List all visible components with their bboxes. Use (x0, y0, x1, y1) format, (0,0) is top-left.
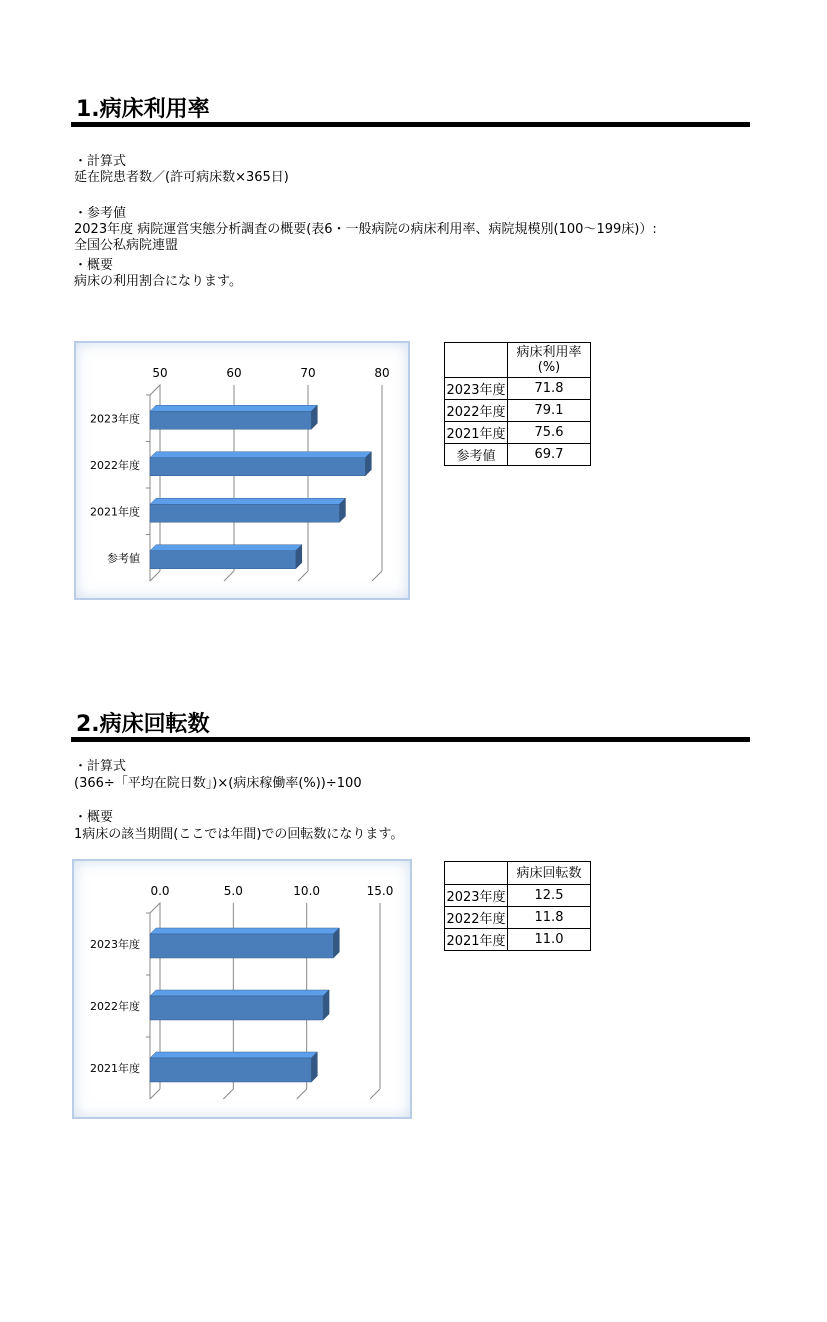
section1-formula-heading: ・計算式 (74, 154, 127, 169)
floor-gridline (150, 571, 160, 581)
bed-turnover-chart (72, 859, 412, 1119)
row-label: 参考値 (445, 444, 508, 466)
section1-formula: 延在院患者数／(許可病床数×365日) (74, 170, 289, 185)
floor-gridline (224, 571, 234, 581)
section1-reference-line2: 全国公私病院連盟 (74, 238, 179, 253)
x-tick-label: 50 (152, 366, 168, 380)
floor-gridline (298, 571, 308, 581)
bar (150, 504, 339, 522)
section1-reference-heading: ・参考値 (74, 206, 127, 221)
row-value: 75.6 (508, 422, 591, 444)
floor-gridline (150, 1089, 160, 1099)
row-label: 2021年度 (445, 929, 508, 951)
bar (150, 996, 323, 1020)
floor-gridline (297, 1089, 307, 1099)
row-value: 79.1 (508, 400, 591, 422)
row-value: 69.7 (508, 444, 591, 466)
table-corner-cell (445, 343, 508, 378)
table-header (508, 343, 591, 378)
section2-summary: 1病床の該当期間(ここでは年間)での回転数になります。 (74, 827, 404, 842)
x-tick-label: 5.0 (223, 884, 243, 898)
x-tick-label: 15.0 (366, 884, 394, 898)
row-value: 71.8 (508, 378, 591, 400)
table-header-line2: (%) (537, 360, 561, 375)
bar-top-face (150, 928, 339, 934)
y-category-label: 2021年度 (90, 505, 140, 519)
section2-divider (71, 737, 750, 742)
x-tick-label: 10.0 (293, 884, 321, 898)
row-label: 2023年度 (445, 378, 508, 400)
table-row (445, 378, 591, 400)
table-row (445, 400, 591, 422)
row-label: 2021年度 (445, 422, 508, 444)
x-tick-label: 0.0 (150, 884, 170, 898)
row-label: 2022年度 (445, 907, 508, 929)
bed-turnover-table (444, 861, 591, 951)
table-row (445, 907, 591, 929)
row-value: 11.0 (508, 929, 591, 951)
bar-top-face (150, 990, 329, 996)
x-tick-label: 80 (374, 366, 390, 380)
section1-divider (71, 122, 750, 127)
bed-turnover-chart-svg (74, 861, 410, 1117)
floor-gridline (372, 571, 382, 581)
floor-gridline (223, 1089, 233, 1099)
table-row (445, 422, 591, 444)
bar (150, 458, 365, 476)
section2-summary-heading: ・概要 (74, 810, 114, 825)
table-corner-cell (445, 862, 508, 885)
bar (150, 1058, 311, 1082)
section2-formula-heading: ・計算式 (74, 759, 127, 774)
row-value: 11.8 (508, 907, 591, 929)
row-value: 12.5 (508, 885, 591, 907)
section1-summary-heading: ・概要 (74, 258, 114, 273)
x-tick-label: 60 (226, 366, 242, 380)
floor-gridline (370, 1089, 380, 1099)
table-header-line1: 病床利用率 (516, 345, 582, 360)
y-category-label: 2021年度 (90, 1062, 140, 1075)
bed-utilization-chart (74, 341, 410, 600)
bar (150, 934, 333, 958)
row-label: 2022年度 (445, 400, 508, 422)
bar-top-face (150, 1052, 317, 1058)
bed-utilization-chart-svg (76, 343, 408, 598)
y-category-label: 2023年度 (90, 412, 140, 426)
section2-title: 2.病床回転数 (76, 712, 210, 737)
table-row (445, 885, 591, 907)
section1-summary: 病床の利用割合になります。 (74, 274, 242, 289)
x-tick-label: 70 (300, 366, 316, 380)
table-row (445, 444, 591, 466)
y-category-label: 2023年度 (90, 938, 140, 951)
y-category-label: 2022年度 (90, 1000, 140, 1013)
bar-top-face (150, 405, 317, 411)
y-category-label: 参考値 (107, 551, 140, 565)
bar (150, 411, 311, 429)
table-header: 病床回転数 (508, 862, 591, 885)
bed-utilization-table (444, 342, 591, 466)
y-category-label: 2022年度 (90, 458, 140, 472)
section1-reference-line1: 2023年度 病院運営実態分析調査の概要(表6・一般病院の病床利用率、病院規模別(100～199床)）: (74, 222, 657, 237)
section2-formula: (366÷「平均在院日数」)×(病床稼働率(%))÷100 (74, 776, 362, 791)
bar (150, 551, 296, 569)
bar-top-face (150, 498, 345, 504)
bar-top-face (150, 545, 302, 551)
section1-title: 1.病床利用率 (76, 97, 210, 122)
row-label: 2023年度 (445, 885, 508, 907)
bar-top-face (150, 452, 371, 458)
table-row (445, 929, 591, 951)
